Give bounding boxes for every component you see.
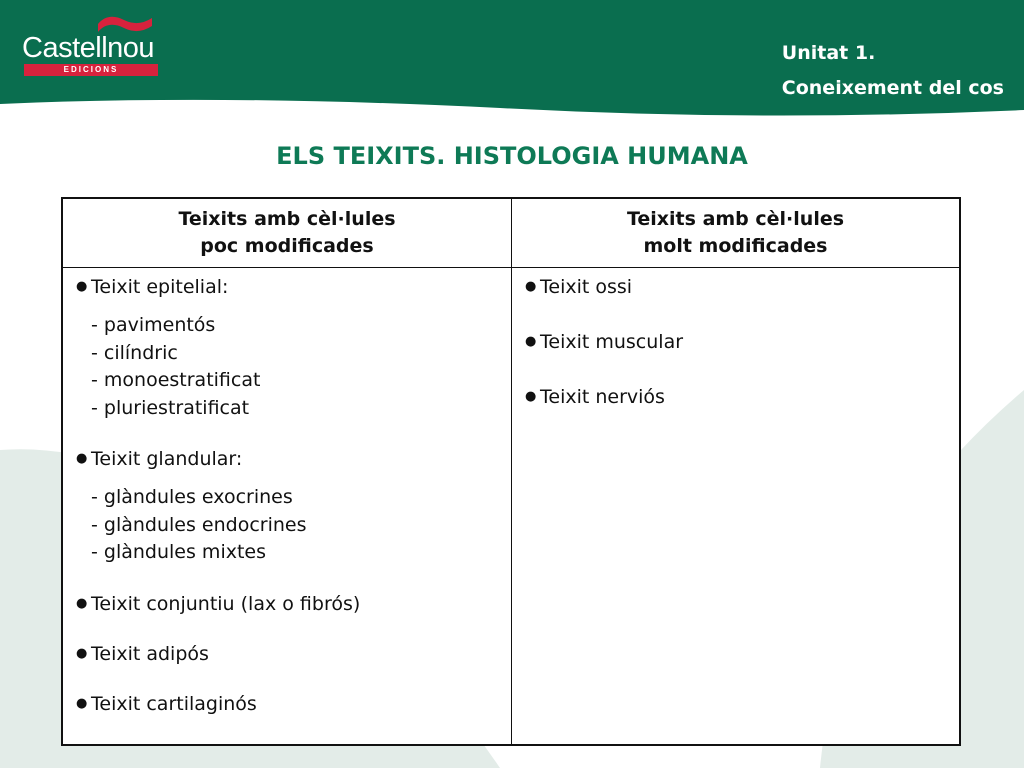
bullet-icon: ● xyxy=(76,595,88,611)
sub-item: - cilíndric xyxy=(91,341,178,364)
column-header-line: molt modificades xyxy=(643,235,828,257)
page-title: ELS TEIXITS. HISTOLOGIA HUMANA xyxy=(276,142,748,170)
item-label: Teixit ossi xyxy=(540,276,633,298)
bullet-icon: ● xyxy=(76,645,88,661)
castellnou-logo xyxy=(22,12,162,78)
tissues-table xyxy=(61,197,961,746)
sub-item: - pluriestratificat xyxy=(91,396,250,419)
item-label: Teixit epitelial: xyxy=(91,276,229,298)
item-label: Teixit nerviós xyxy=(540,386,665,408)
column-header-line: Teixits amb cèl·lules xyxy=(178,208,396,230)
list-item xyxy=(522,384,959,410)
logo-subtitle: EDICIONS xyxy=(24,64,158,76)
list-item xyxy=(73,591,511,617)
item-label: Teixit muscular xyxy=(540,331,684,353)
list-item xyxy=(73,446,511,472)
list-item xyxy=(73,691,511,717)
sub-item: - glàndules endocrines xyxy=(91,513,307,536)
bullet-icon: ● xyxy=(76,451,88,466)
column-header-line: Teixits amb cèl·lules xyxy=(626,208,845,230)
bullet-icon: ● xyxy=(525,389,537,404)
sub-item: - glàndules mixtes xyxy=(91,541,266,563)
item-label: Teixit glandular: xyxy=(91,448,243,470)
logo-wordmark: Castellnou xyxy=(22,32,155,64)
item-label: Teixit conjuntiu (lax o fibrós) xyxy=(91,592,361,615)
sub-item: - monoestratificat xyxy=(91,369,261,391)
bullet-icon: ● xyxy=(76,279,88,294)
item-label: Teixit cartilaginós xyxy=(91,692,257,715)
bullet-icon: ● xyxy=(76,695,88,711)
sub-item: - glàndules exocrines xyxy=(91,486,293,508)
list-item xyxy=(522,329,959,355)
item-label: Teixit adipós xyxy=(91,642,209,665)
unit-header xyxy=(782,36,1004,106)
list-item xyxy=(73,274,511,300)
cell-poc-modificades xyxy=(62,268,512,746)
table-header-row xyxy=(62,198,960,268)
list-item xyxy=(522,274,959,300)
unit-topic: Coneixement del cos xyxy=(781,77,1004,99)
column-header-molt xyxy=(512,198,961,268)
list-item xyxy=(73,641,511,667)
column-header-line: poc modificades xyxy=(200,235,374,257)
bullet-icon: ● xyxy=(525,334,537,349)
unit-label: Unitat 1. xyxy=(781,42,876,64)
table-body-row xyxy=(62,268,960,746)
sub-item: - pavimentós xyxy=(91,314,216,336)
bullet-icon: ● xyxy=(525,279,537,294)
cell-molt-modificades xyxy=(512,268,961,746)
column-header-poc xyxy=(62,198,512,268)
